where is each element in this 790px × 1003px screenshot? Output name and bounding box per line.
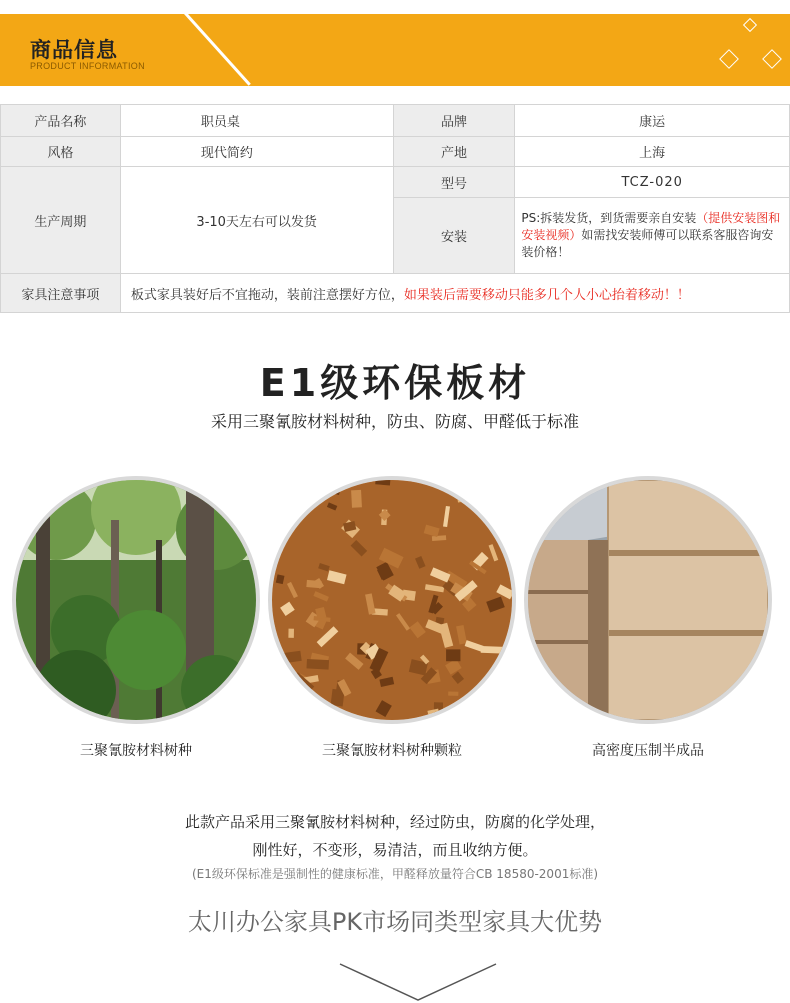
board-stack-photo bbox=[524, 476, 772, 724]
install-text-highlight: （提供安装图和安装视频） bbox=[521, 211, 781, 242]
origin-value: 上海 bbox=[515, 137, 790, 167]
style-value: 现代简约 bbox=[120, 137, 393, 167]
decorative-slash bbox=[175, 14, 251, 86]
install-text: PS:拆装发货，到货需要亲自安装 bbox=[521, 211, 697, 225]
cycle-label: 生产周期 bbox=[1, 167, 121, 274]
table-row bbox=[1, 137, 790, 167]
brand-value: 康运 bbox=[515, 105, 790, 137]
decorative-diamond-icon bbox=[762, 49, 782, 69]
install-label: 安装 bbox=[393, 198, 515, 274]
product-name-label: 产品名称 bbox=[1, 105, 121, 137]
decorative-diamond-icon bbox=[743, 18, 757, 32]
section-header-banner bbox=[0, 14, 790, 86]
section-title: 商品信息 bbox=[30, 38, 118, 62]
notice-text-highlight: 如果装后需要移动只能多几个人小心抬着移动！！ bbox=[403, 287, 690, 303]
board-stack-caption: 高密度压制半成品 bbox=[592, 743, 704, 759]
e1-description-line: 此款产品采用三聚氰胺材料树种，经过防虫，防腐的化学处理， bbox=[184, 813, 605, 831]
model-label: 型号 bbox=[393, 167, 515, 198]
table-row bbox=[1, 105, 790, 137]
notice-text: 板式家具装好后不宜拖动，装前注意摆好方位， bbox=[130, 287, 404, 303]
brand-label: 品牌 bbox=[393, 105, 515, 137]
cycle-value: 3-10天左右可以发货 bbox=[120, 167, 393, 274]
chevron-down-icon bbox=[338, 962, 498, 1002]
model-value: TCZ-020 bbox=[515, 167, 790, 198]
install-value bbox=[515, 198, 790, 274]
style-label: 风格 bbox=[1, 137, 121, 167]
table-row bbox=[1, 274, 790, 313]
notice-label: 家具注意事项 bbox=[1, 274, 121, 313]
section-subtitle: PRODUCT INFORMATION bbox=[30, 61, 145, 71]
forest-photo bbox=[12, 476, 260, 724]
e1-description-line: 刚性好，不变形，易清洁，而且收纳方便。 bbox=[252, 841, 538, 859]
advantage-slogan: 太川办公家具PK市场同类型家具大优势 bbox=[187, 908, 603, 936]
e1-subheading: 采用三聚氰胺材料树种，防虫、防腐、甲醛低于标准 bbox=[210, 412, 579, 431]
wood-chips-caption: 三聚氰胺材料树种颗粒 bbox=[322, 743, 462, 759]
decorative-diamond-icon bbox=[719, 49, 739, 69]
e1-description bbox=[0, 808, 790, 864]
product-info-table bbox=[0, 104, 790, 313]
product-name-value: 职员桌 bbox=[120, 105, 393, 137]
origin-label: 产地 bbox=[393, 137, 515, 167]
table-row bbox=[1, 167, 790, 198]
notice-value bbox=[120, 274, 789, 313]
e1-heading: E1级环保板材 bbox=[259, 361, 531, 405]
install-text-contact: 如需找安装师傅可以联系客服咨询安装价格！ bbox=[521, 228, 774, 259]
wood-chips-photo bbox=[268, 476, 516, 724]
e1-standard-note: (E1级环保标准是强制性的健康标准，甲醛释放量符合CB 18580-2001标准) bbox=[191, 867, 599, 881]
forest-caption: 三聚氰胺材料树种 bbox=[80, 743, 192, 759]
